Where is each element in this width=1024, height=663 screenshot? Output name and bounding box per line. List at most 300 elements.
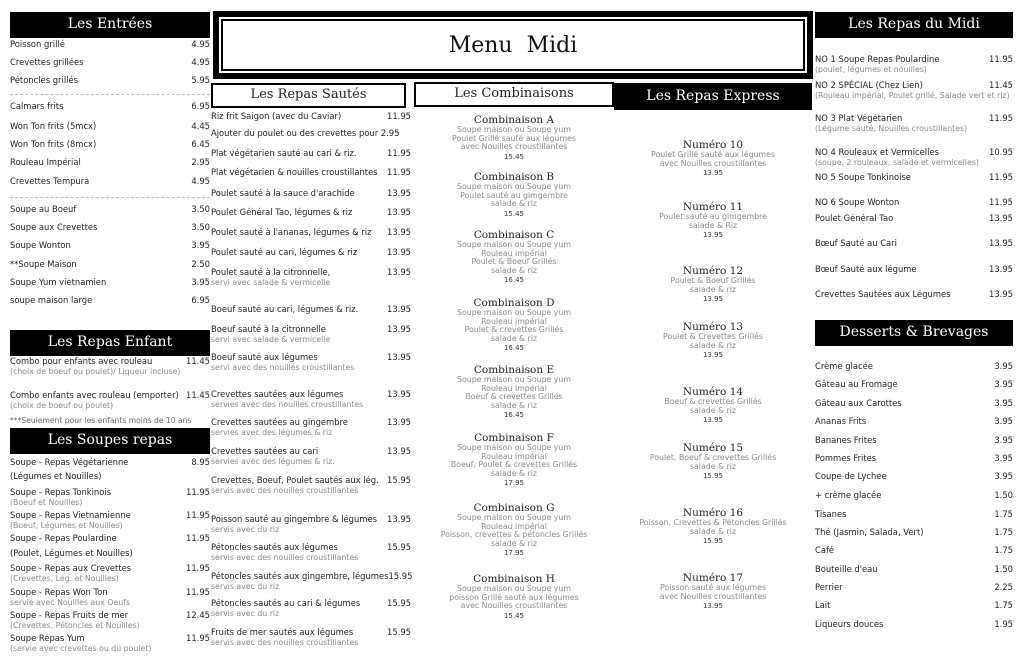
menu-item xyxy=(10,610,210,630)
menu-item-row xyxy=(211,167,411,178)
item-name: NO 6 Soupe Wonton xyxy=(815,197,900,207)
item-name: **Soupe Maison xyxy=(10,259,77,269)
menu-item xyxy=(10,277,210,288)
item-name: Liqueurs douces xyxy=(815,619,884,629)
combo-price: 16.45 xyxy=(503,411,525,420)
combo-description-line: Rouleau impérial xyxy=(481,316,547,326)
combo-price: 17.95 xyxy=(503,549,525,558)
item-name: NO 5 Soupe Tonkinoise xyxy=(815,172,911,182)
menu-item xyxy=(815,545,1013,556)
combo-description-line: Poulet, Boeuf & crevettes Grillés xyxy=(649,453,777,462)
item-name: Won Ton frits (8mcx) xyxy=(10,139,97,149)
combo-description-line: salade & riz xyxy=(689,526,737,536)
combo-description-line: Poulet & Boeuf Grillés xyxy=(471,257,557,267)
combo-item xyxy=(614,139,812,178)
combo-price: 15.45 xyxy=(503,209,525,218)
combo-name: Combinaison E xyxy=(473,364,555,376)
item-name: NO 2 SPÉCIAL (Chez Lien) xyxy=(815,80,923,90)
item-description: servis avec des nouilles croustillantes xyxy=(211,638,359,647)
combo-item xyxy=(614,321,812,360)
page-title: Menu Midi xyxy=(448,32,578,58)
item-price: 13.95 xyxy=(387,267,411,277)
combo-name: Numéro 13 xyxy=(682,321,744,333)
item-name: Soupe - Repas Tonkinois xyxy=(10,487,112,497)
item-name: Plat végétarien & nouilles croustillantes xyxy=(211,167,378,177)
item-name: Poisson sauté au gingembre & légumes xyxy=(211,514,377,524)
item-description: (Boeuf, Légumes et Nouilles) xyxy=(10,521,123,530)
combo-name: Combinaison A xyxy=(473,114,555,126)
menu-item xyxy=(10,121,210,132)
item-name: Lait xyxy=(815,600,831,610)
menu-item-row xyxy=(211,571,411,582)
item-price: 15.95 xyxy=(387,598,411,608)
menu-item xyxy=(211,188,411,199)
item-name: Soupe - Repas Fruits de mer xyxy=(10,610,129,620)
item-name: Pétoncles sautés au cari & légumes xyxy=(211,598,361,608)
menu-item xyxy=(211,167,411,178)
item-price: 11.95 xyxy=(186,533,210,543)
combo-price: 15.45 xyxy=(503,611,525,620)
item-name: Tisanes xyxy=(815,509,847,519)
item-name: Pétoncles sautés aux légumes xyxy=(211,542,338,552)
menu-item-row xyxy=(211,514,411,525)
menu-item-row xyxy=(211,128,411,139)
combo-item xyxy=(614,442,812,481)
item-price: 5.95 xyxy=(191,75,210,85)
enfant-heading: Les Repas Enfant xyxy=(10,330,210,356)
menu-item-row xyxy=(815,264,1013,275)
combo-description-line: salade & riz xyxy=(490,468,538,478)
soupes-heading: Les Soupes repas xyxy=(10,428,210,454)
combo-description-line: Soupe maison ou Soupe yum xyxy=(457,584,571,593)
item-name: Ananas Frits xyxy=(815,416,867,426)
combo-description-line: Poulet & crevettes Grillés xyxy=(464,325,564,335)
menu-item-row xyxy=(211,148,411,159)
item-price: 13.95 xyxy=(989,289,1013,299)
combo-description-line: Poisson, crevettes & pétoncles Grillés xyxy=(440,530,588,540)
combo-item xyxy=(414,229,614,285)
item-price: 11.95 xyxy=(186,510,210,520)
combo-name: Numéro 14 xyxy=(682,386,744,398)
item-price: 13.95 xyxy=(387,247,411,257)
item-name: Poulet sauté à l'ananas, légumes & riz xyxy=(211,227,372,237)
menu-item xyxy=(10,157,210,168)
combo-description-line: Soupe maison ou Soupe yum xyxy=(457,125,571,134)
combo-name: Numéro 11 xyxy=(682,201,744,213)
menu-item-row xyxy=(10,101,210,112)
item-price: 3.95 xyxy=(994,379,1013,389)
menu-item xyxy=(211,304,411,315)
item-price: 15.95 xyxy=(387,627,411,637)
item-description: servies avec des nouilles croustillantes xyxy=(211,400,364,409)
item-price: 13.95 xyxy=(989,264,1013,274)
sautes-heading: Les Repas Sautés xyxy=(211,83,406,108)
section-divider xyxy=(10,94,210,95)
menu-item xyxy=(211,227,411,238)
combo-description-line: Boeuf & crevettes Grillés xyxy=(664,397,762,406)
item-name: (Poulet, Légumes et Nouilles) xyxy=(10,548,133,558)
menu-item-row xyxy=(815,147,1013,158)
menu-item xyxy=(211,267,411,287)
menu-item xyxy=(211,417,411,437)
menu-item-row xyxy=(211,446,411,457)
menu-item xyxy=(815,453,1013,464)
menu-item-row xyxy=(211,542,411,553)
menu-item-row xyxy=(10,563,210,574)
item-price: 3.95 xyxy=(994,435,1013,445)
combo-description-line: Poisson sauté aux légumes xyxy=(660,583,766,592)
menu-item-row xyxy=(211,188,411,199)
menu-item xyxy=(10,390,210,410)
item-description: servi avec salade & vermicelle xyxy=(211,278,331,287)
menu-item-row xyxy=(10,39,210,50)
item-description: servies avec des légumes & riz. xyxy=(211,457,335,466)
menu-item-row xyxy=(815,197,1013,208)
item-price: 15.95 xyxy=(388,571,413,581)
item-name: Rouleau Impérial xyxy=(10,157,81,167)
item-name: Bouteille d'eau xyxy=(815,564,878,574)
combo-description-line: salade & riz xyxy=(490,199,538,209)
item-name: Pétoncles sautés aux gingembre, légumes xyxy=(211,571,389,581)
item-price: 13.95 xyxy=(387,352,411,362)
item-name: Soupe - Repas Végétarienne xyxy=(10,457,129,467)
menu-item-row xyxy=(10,139,210,150)
item-price: 1.95 xyxy=(994,619,1013,629)
item-description: servi avec des nouilles croustillantes xyxy=(211,363,355,372)
menu-item xyxy=(211,207,411,218)
menu-item-row xyxy=(10,176,210,187)
combo-description-line: salade & Riz xyxy=(688,220,738,230)
combo-item xyxy=(414,432,614,488)
menu-item-row xyxy=(815,471,1013,482)
combo-item xyxy=(414,502,614,558)
combo-description-line: Rouleau impérial xyxy=(481,521,547,531)
combo-price: 15.95 xyxy=(702,537,724,546)
menu-item-row xyxy=(815,545,1013,556)
item-name: Soupe - Repas Poulardine xyxy=(10,533,117,543)
combo-description-line: Boeuf & crevettes Grillés xyxy=(465,392,563,402)
menu-item xyxy=(10,587,210,607)
combo-description-line: avec Nouilles croustillantes xyxy=(460,601,568,611)
item-name: Boeuf sauté aux légumes xyxy=(211,352,318,362)
item-price: 6.95 xyxy=(191,295,210,305)
item-price: 11.95 xyxy=(387,111,411,121)
combo-name: Numéro 15 xyxy=(682,442,744,454)
combo-price: 17.95 xyxy=(503,479,525,488)
item-name: Gâteau aux Carottes xyxy=(815,398,902,408)
item-description: (Crevettes, Lég. et Nouilles) xyxy=(10,574,119,583)
item-price: 12.45 xyxy=(186,610,210,620)
combo-description-line: Poisson, Crevettes & Pétoncles Grillés xyxy=(639,518,787,527)
item-description: servis avec du riz xyxy=(211,609,280,618)
item-price: 11.95 xyxy=(186,487,210,497)
item-price: 13.95 xyxy=(387,188,411,198)
combo-name: Combinaison C xyxy=(473,229,555,241)
menu-item xyxy=(211,598,411,618)
combo-name: Combinaison B xyxy=(473,171,555,183)
item-price: 3.95 xyxy=(191,277,210,287)
combo-description-line: Poulet sauté au gimgembre xyxy=(659,212,767,221)
menu-item xyxy=(10,259,210,270)
combo-name: Combinaison H xyxy=(473,573,555,585)
item-price: 3.95 xyxy=(994,361,1013,371)
combo-description-line: Soupe maison ou Soupe yum xyxy=(457,240,571,249)
menu-item xyxy=(10,487,210,507)
combo-name: Numéro 16 xyxy=(682,507,744,519)
menu-item-row xyxy=(10,457,210,468)
item-name: Ajouter du poulet ou des crevettes pour 2.95 xyxy=(211,128,400,138)
menu-item-row xyxy=(211,227,411,238)
combo-price: 16.45 xyxy=(503,276,525,285)
menu-item-row xyxy=(10,510,210,521)
combo-item xyxy=(614,507,812,546)
combo-item xyxy=(614,386,812,425)
menu-item xyxy=(815,490,1013,501)
item-description: (Rouleau impérial, Poulet grillé, Salade vert et riz) xyxy=(815,91,1010,100)
item-price: 11.45 xyxy=(186,356,210,366)
menu-item xyxy=(10,533,210,544)
menu-item-row xyxy=(815,379,1013,390)
item-description: servis avec du riz xyxy=(211,582,280,591)
combo-description-line: salade & riz xyxy=(689,461,737,471)
menu-item xyxy=(815,197,1013,208)
item-price: 11.45 xyxy=(186,390,210,400)
item-price: 13.95 xyxy=(387,207,411,217)
item-price: 11.95 xyxy=(387,167,411,177)
combo-price: 13.95 xyxy=(702,602,724,611)
menu-item xyxy=(10,633,210,653)
menu-item xyxy=(10,548,210,559)
item-description: servis avec des nouilles croustillantes xyxy=(211,486,359,495)
menu-item-row xyxy=(211,324,411,335)
item-name: Soupe - Repas aux Crevettes xyxy=(10,563,132,573)
menu-item-row xyxy=(815,172,1013,183)
item-name: Combo pour enfants avec rouleau xyxy=(10,356,153,366)
combo-description-line: salade & riz xyxy=(689,405,737,415)
menu-item-row xyxy=(815,54,1013,65)
combinaisons-heading: Les Combinaisons xyxy=(414,82,614,107)
combo-description-line: salade & riz xyxy=(490,538,538,548)
menu-item-row xyxy=(10,587,210,598)
combo-item xyxy=(414,573,614,621)
combo-description-line: Soupe maison ou Soupe yum xyxy=(457,308,571,317)
menu-item-row xyxy=(10,356,210,367)
menu-item xyxy=(10,457,210,468)
item-name: Coupe de Lychee xyxy=(815,471,887,481)
menu-item xyxy=(211,475,411,495)
menu-item-row xyxy=(10,390,210,401)
combo-description-line: Boeuf, Poulet & crevettes Grillés xyxy=(450,460,578,470)
column-combinaisons xyxy=(414,0,614,663)
item-description: servi avec salade & vermicelle xyxy=(211,335,331,344)
combo-item xyxy=(614,265,812,304)
menu-item-row xyxy=(815,80,1013,91)
item-price: 11.45 xyxy=(989,80,1013,90)
item-name: Gâteau au Fromage xyxy=(815,379,898,389)
combo-name: Combinaison G xyxy=(473,502,555,514)
item-name: Crevettes Tempura xyxy=(10,176,90,186)
menu-item xyxy=(815,435,1013,446)
item-price: 6.45 xyxy=(191,139,210,149)
combo-description-line: salade & riz xyxy=(490,333,538,343)
item-name: NO 4 Rouleaux et Vermicelles xyxy=(815,147,939,157)
section-divider xyxy=(10,197,210,198)
item-description: (Boeuf et Nouilles) xyxy=(10,498,83,507)
combo-description-line: Soupe maison ou Soupe yum xyxy=(457,375,571,384)
item-name: Poulet sauté au cari, légumes & riz xyxy=(211,247,358,257)
menu-item-row xyxy=(815,416,1013,427)
combo-description-line: Poulet Grillé sauté aux légumes xyxy=(452,133,576,143)
menu-item-row xyxy=(10,295,210,306)
menu-item-row xyxy=(815,490,1013,501)
item-name: Crème glacée xyxy=(815,361,873,371)
combo-description-line: avec Nouilles croustillantes xyxy=(659,158,767,168)
column-midi xyxy=(815,0,1013,663)
menu-item xyxy=(10,101,210,112)
combo-description-line: Rouleau impérial xyxy=(481,383,547,393)
menu-item xyxy=(10,563,210,583)
menu-item xyxy=(211,128,411,139)
menu-item-row xyxy=(211,304,411,315)
menu-item xyxy=(211,627,411,647)
combo-description-line: Poulet & Crevettes Grillés xyxy=(663,332,763,341)
menu-item xyxy=(815,509,1013,520)
express-heading: Les Repas Express xyxy=(614,83,812,110)
item-price: 11.95 xyxy=(989,197,1013,207)
item-name: Bœuf Sauté au Cari xyxy=(815,238,897,248)
menu-item xyxy=(815,564,1013,575)
item-description: (poulet, légumes et nouilles) xyxy=(815,65,927,74)
menu-item xyxy=(815,113,1013,133)
entrees-heading: Les Entrées xyxy=(10,12,210,38)
combo-price: 13.95 xyxy=(702,351,724,360)
menu-item xyxy=(10,75,210,86)
item-price: 1.75 xyxy=(994,600,1013,610)
menu-item xyxy=(815,398,1013,409)
item-price: 11.95 xyxy=(989,172,1013,182)
menu-item-row xyxy=(10,277,210,288)
item-price: 4.95 xyxy=(191,57,210,67)
menu-item xyxy=(815,600,1013,611)
menu-item xyxy=(211,247,411,258)
item-price: 6.95 xyxy=(191,101,210,111)
menu-item xyxy=(815,582,1013,593)
item-name: Crevettes, Boeuf, Poulet sautés aux lég. xyxy=(211,475,379,485)
combo-name: Combinaison D xyxy=(473,297,555,309)
item-name: Pétoncles grillés xyxy=(10,75,78,85)
menu-item xyxy=(211,352,411,372)
item-price: 13.95 xyxy=(387,446,411,456)
item-price: 2.95 xyxy=(191,157,210,167)
item-name: + crème glacée xyxy=(815,490,882,500)
combo-price: 13.95 xyxy=(702,416,724,425)
item-name: Soupe aux Crevettes xyxy=(10,222,98,232)
menu-item-row xyxy=(10,259,210,270)
menu-item xyxy=(211,542,411,562)
combo-description-line: Soupe maison ou Soupe yum xyxy=(457,513,571,522)
menu-item xyxy=(10,295,210,306)
combo-item xyxy=(414,114,614,162)
combo-price: 13.95 xyxy=(702,231,724,240)
menu-item xyxy=(815,80,1013,100)
column-sautes xyxy=(211,0,411,663)
combo-description-line: poisson Grillé sauté aux légumes xyxy=(449,592,579,602)
combo-item xyxy=(414,364,614,420)
item-price: 11.95 xyxy=(989,54,1013,64)
item-name: Poulet sauté à la sauce d'arachide xyxy=(211,188,355,198)
column-entrees xyxy=(10,0,210,663)
item-name: Poulet sauté à la citronnelle, xyxy=(211,267,331,277)
menu-item-row xyxy=(815,113,1013,124)
menu-item-row xyxy=(10,157,210,168)
item-price: 13.95 xyxy=(989,213,1013,223)
menu-item xyxy=(10,510,210,530)
menu-item xyxy=(815,147,1013,167)
item-description: (Légume sauté, Nouilles croustillantes) xyxy=(815,124,968,133)
combo-name: Numéro 12 xyxy=(682,265,744,277)
menu-item xyxy=(10,39,210,50)
combo-price: 16.45 xyxy=(503,344,525,353)
item-price: 2.50 xyxy=(191,259,210,269)
item-name: Crevettes sautées aux légumes xyxy=(211,389,344,399)
menu-item xyxy=(211,446,411,466)
item-price: 11.95 xyxy=(387,148,411,158)
menu-item-row xyxy=(10,240,210,251)
item-price: 2.25 xyxy=(994,582,1013,592)
item-name: Soupe Wonton xyxy=(10,240,71,250)
combo-description-line: salade & riz xyxy=(689,340,737,350)
item-price: 13.95 xyxy=(387,227,411,237)
menu-item-row xyxy=(10,610,210,621)
combo-item xyxy=(414,297,614,353)
combo-description-line: Rouleau impérial xyxy=(481,248,547,258)
menu-item xyxy=(211,111,411,122)
item-price: 3.95 xyxy=(994,398,1013,408)
item-price: 3.50 xyxy=(191,204,210,214)
combo-description-line: Soupe maison ou Soupe yum xyxy=(457,443,571,452)
menu-item-row xyxy=(10,633,210,644)
item-price: 13.95 xyxy=(989,238,1013,248)
item-description: servie avec Nouilles aux Oeufs xyxy=(10,598,130,607)
item-description: (soupe, 2 rouleaux, salade et vermicelles) xyxy=(815,158,979,167)
item-price: 4.45 xyxy=(191,121,210,131)
combo-price: 13.95 xyxy=(702,169,724,178)
combo-price: 13.95 xyxy=(702,295,724,304)
menu-item-row xyxy=(815,435,1013,446)
item-name: Combo enfants avec rouleau (emporter) xyxy=(10,390,179,400)
menu-item-row xyxy=(10,204,210,215)
item-price: 11.95 xyxy=(186,587,210,597)
item-price: 4.95 xyxy=(191,39,210,49)
combo-item xyxy=(414,171,614,219)
item-price: 13.95 xyxy=(387,417,411,427)
menu-item-row xyxy=(815,619,1013,630)
item-price: 3.95 xyxy=(994,453,1013,463)
combo-name: Combinaison F xyxy=(474,432,554,444)
item-price: 11.95 xyxy=(186,563,210,573)
item-name: Thé (Jasmin, Salada, Vert) xyxy=(815,527,924,537)
menu-item-row xyxy=(211,389,411,400)
item-name: Bananes Frites xyxy=(815,435,877,445)
menu-item-row xyxy=(815,509,1013,520)
item-name: Perrier xyxy=(815,582,843,592)
menu-item-row xyxy=(815,289,1013,300)
item-name: Bœuf Sauté aux légume xyxy=(815,264,917,274)
item-name: Soupe Repas Yum xyxy=(10,633,85,643)
item-price: 4.95 xyxy=(191,176,210,186)
menu-item-row xyxy=(211,475,411,486)
item-name: Pommes Frites xyxy=(815,453,877,463)
